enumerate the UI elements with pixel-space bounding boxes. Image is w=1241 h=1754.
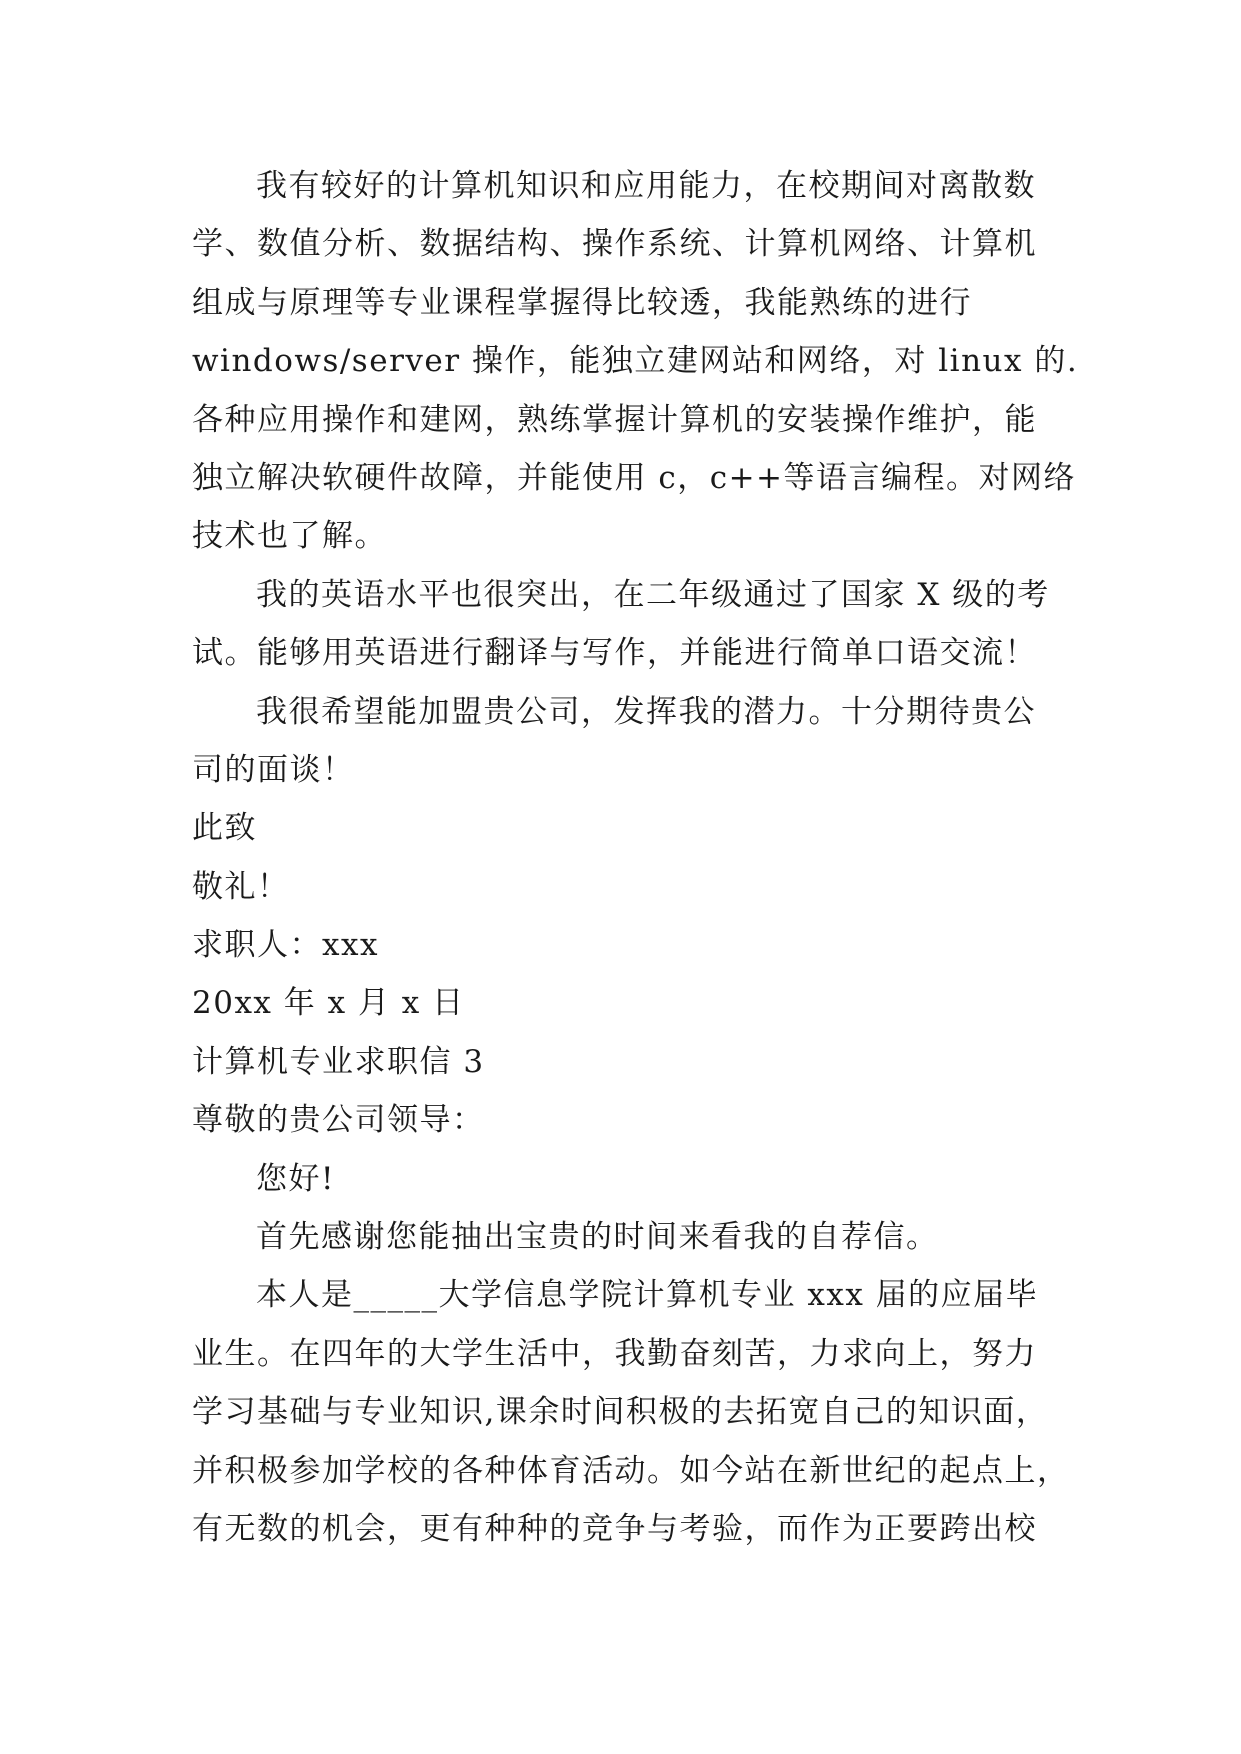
text-line: 首先感谢您能抽出宝贵的时间来看我的自荐信。 (256, 1219, 939, 1256)
text-line: 并积极参加学校的各种体育活动。如今站在新世纪的起点上， (192, 1452, 1070, 1489)
section-heading: 计算机专业求职信 3 (192, 1043, 485, 1080)
text-line: 我有较好的计算机知识和应用能力，在校期间对离散数 (256, 168, 1036, 204)
text-line: 本人是_____大学信息学院计算机专业 xxx 届的应届毕 (256, 1277, 1039, 1314)
letter-date: 20xx 年 x 月 x 日 (192, 985, 465, 1022)
text-line: 组成与原理等专业课程掌握得比较透，我能熟练的进行 (192, 284, 972, 321)
text-line: 司的面谈！ (192, 751, 355, 788)
text-line: 技术也了解。 (192, 518, 387, 555)
text-line: 学、数值分析、数据结构、操作系统、计算机网络、计算机 (192, 226, 1037, 263)
text-line: 试。能够用英语进行翻译与写作，并能进行简单口语交流！ (192, 635, 1037, 672)
text-line: 业生。在四年的大学生活中，我勤奋刻苦，力求向上，努力 (192, 1335, 1037, 1372)
text-line: 独立解决软硬件故障，并能使用 c，c++等语言编程。对网络 (192, 459, 1077, 496)
letter-body (192, 157, 1079, 1558)
letter-greeting: 尊敬的贵公司领导： (192, 1102, 485, 1139)
text-line: 我很希望能加盟贵公司，发挥我的潜力。十分期待贵公 (256, 693, 1036, 730)
closing-salutation: 此致 (192, 810, 257, 847)
text-line: 学习基础与专业知识,课余时间积极的去拓宽自己的知识面， (192, 1394, 1049, 1431)
text-line: 有无数的机会，更有种种的竞争与考验，而作为正要跨出校 (192, 1510, 1037, 1547)
text-line: windows/server 操作，能独立建网站和网络，对 linux 的. (192, 343, 1079, 380)
closing-regards: 敬礼！ (192, 868, 290, 905)
text-line: 我的英语水平也很突出，在二年级通过了国家 X 级的考 (256, 576, 1050, 613)
applicant-signature: 求职人：xxx (192, 927, 379, 964)
text-line: 各种应用操作和建网，熟练掌握计算机的安装操作维护，能 (192, 401, 1037, 438)
text-line: 您好! (256, 1160, 335, 1197)
